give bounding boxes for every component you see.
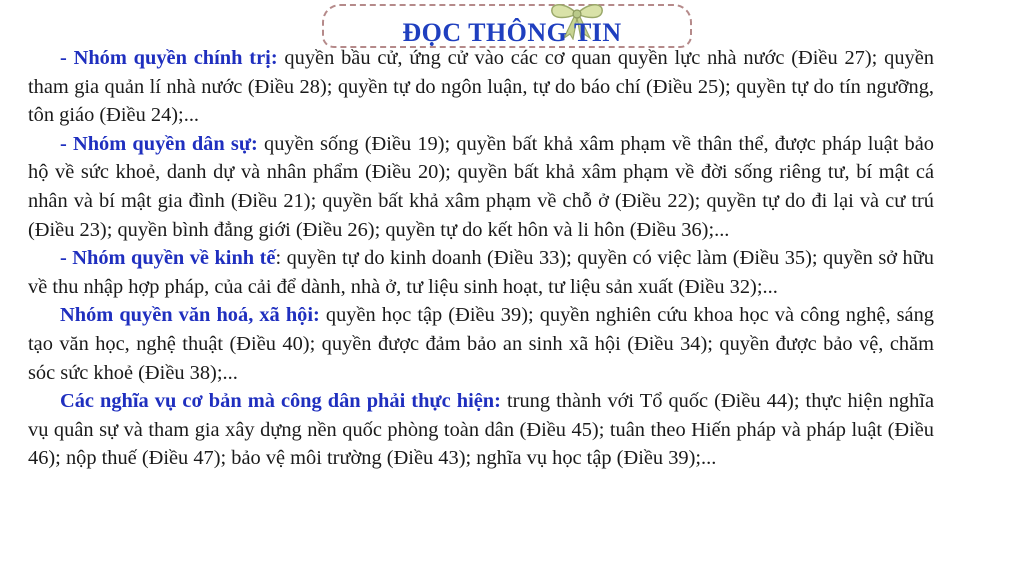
paragraph-cultural-social-rights [28,301,934,387]
paragraph-heading: Nhóm quyền văn hoá, xã hội: [60,304,320,327]
paragraph-economic-rights [28,244,934,301]
paragraph-heading: - Nhóm quyền dân sự: [60,132,258,155]
paragraph-text: quyền học tập (Điều 39); quyền nghiên cứu khoa học và công nghệ, sáng tạo văn học, nghệ thuật (Điều 40); quyền được đảm bảo an sinh xã hội (Điều 34); quyền được bảo vệ, chăm sóc sức khoẻ (Điều 38);... [28,304,934,384]
paragraph-text: quyền sống (Điều 19); quyền bất khả xâm phạm về thân thể, được pháp luật bảo hộ về sức khoẻ, danh dự và nhân phẩm (Điều 20); quyền bất khả xâm phạm về đời sống riêng tư, bí mật cá nhân và bí mật gia đình (Điều 21); quyền bất khả xâm phạm về chỗ ở (Điều 22); quyền tự do đi lại và cư trú (Điều 23); quyền bình đẳng giới (Điều 26); quyền tự do kết hôn và li hôn (Điều 36);... [28,132,934,241]
paragraph-basic-duties [28,387,934,473]
paragraph-heading: - Nhóm quyền chính trị: [60,47,278,69]
paragraph-heading: Các nghĩa vụ cơ bản mà công dân phải thực hiện: [60,390,501,413]
paragraph-text: quyền bầu cử, ứng cử vào các cơ quan quyền lực nhà nước (Điều 27); quyền tham gia quản lí nhà nước (Điều 28); quyền tự do ngôn luận, tự do báo chí (Điều 25); quyền tự do tín ngưỡng, tôn giáo (Điều 24);... [28,47,934,127]
document-body [28,44,934,473]
paragraph-heading: - Nhóm quyền về kinh tế [60,247,276,270]
page-title: ĐỌC THÔNG TIN [402,18,622,47]
paragraph-text: trung thành với Tổ quốc (Điều 44); thực hiện nghĩa vụ quân sự và tham gia xây dựng nền quốc phòng toàn dân (Điều 45); tuân theo Hiến pháp và pháp luật (Điều 46); nộp thuế (Điều 47); bảo vệ môi trường (Điều 43); nghĩa vụ học tập (Điều 39);... [28,390,935,470]
paragraph-political-rights [28,44,934,130]
paragraph-civil-rights [28,130,934,244]
paragraph-text: : quyền tự do kinh doanh (Điều 33); quyền có việc làm (Điều 35); quyền sở hữu về thu nhập hợp pháp, của cải để dành, nhà ở, tư liệu sinh hoạt, tư liệu sản xuất (Điều 32);... [28,247,934,298]
